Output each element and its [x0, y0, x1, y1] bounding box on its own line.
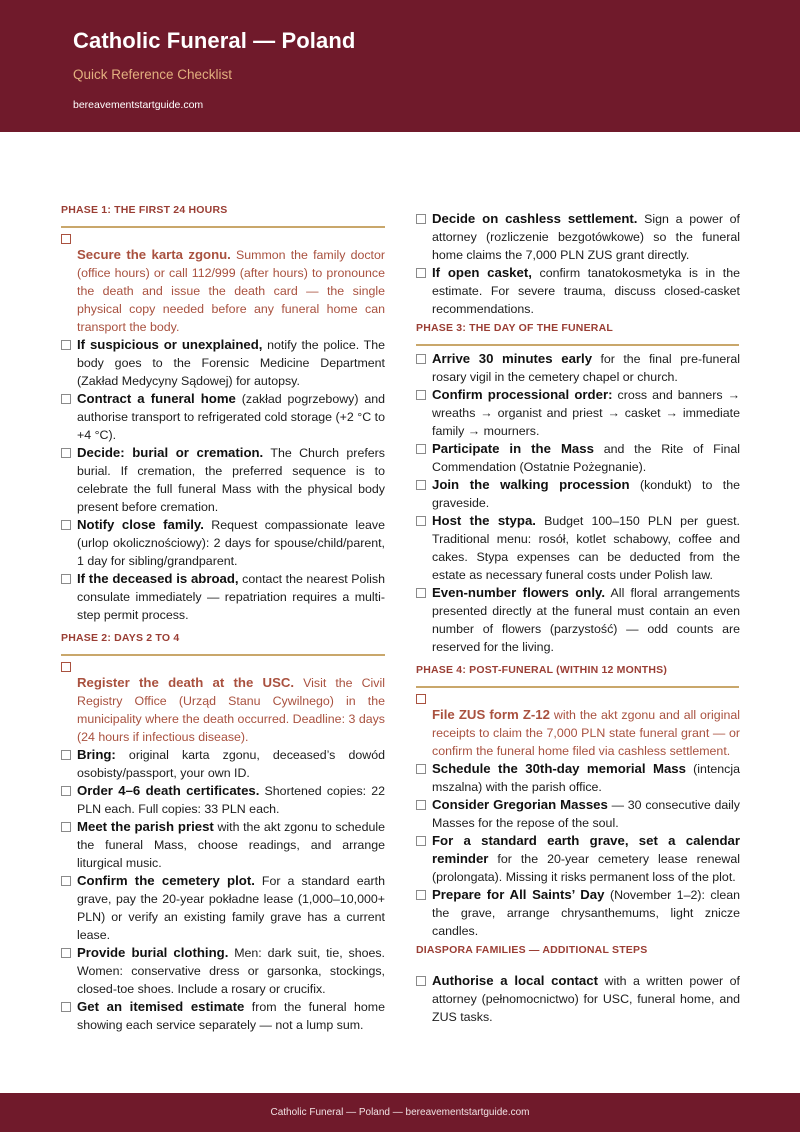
- checklist-item: Get an itemised estimate from the funeral home showing each service separately — not a lump sum.: [61, 998, 385, 1034]
- checkbox[interactable]: [416, 390, 426, 400]
- checkbox[interactable]: [416, 516, 426, 526]
- checklist-item: Secure the karta zgonu. Summon the family doctor (office hours) or call 112/999 (after hours) to pronounce the death and issue the death card — the single physical copy needed before any funeral home can transport the body.: [61, 234, 385, 336]
- checkbox[interactable]: [416, 588, 426, 598]
- checklist-item: If the deceased is abroad, contact the nearest Polish consulate immediately — repatriation requires a multi-step permit process.: [61, 570, 385, 624]
- checkbox[interactable]: [416, 480, 426, 490]
- checkbox[interactable]: [416, 268, 426, 278]
- checklist-item: Host the stypa. Budget 100–150 PLN per guest. Traditional menu: rosół, kotlet schabowy, coffee and cakes. Stypa expenses can be deducted from the estate as necessary funeral costs under Polish law.: [416, 512, 740, 584]
- checkbox[interactable]: [416, 354, 426, 364]
- checklist-item: Meet the parish priest with the akt zgonu to schedule the funeral Mass, choose readings, and arrange liturgical music.: [61, 818, 385, 872]
- checkbox[interactable]: [61, 1002, 71, 1012]
- divider: [416, 344, 739, 346]
- checklist-item: Order 4–6 death certificates. Shortened copies: 22 PLN each. Full copies: 33 PLN each.: [61, 782, 385, 818]
- checkbox[interactable]: [416, 444, 426, 454]
- checklist-item: Decide on cashless settlement. Sign a power of attorney (rozliczenie bezgotówkowe) so the funeral home claims the 7,000 PLN ZUS grant directly.: [416, 210, 740, 264]
- checklist-item: Join the walking procession (kondukt) to the graveside.: [416, 476, 740, 512]
- checklist-item: Arrive 30 minutes early for the final pre-funeral rosary vigil in the cemetery chapel or church.: [416, 350, 740, 386]
- checklist-item: If suspicious or unexplained, notify the police. The body goes to the Forensic Medicine Department (Zakład Medycyny Sądowej) for autopsy.: [61, 336, 385, 390]
- checklist-item: Confirm processional order: cross and banners → wreaths → organist and priest → casket → immediate family → mourners.: [416, 386, 740, 440]
- footer-text: Catholic Funeral — Poland — bereavementstartguide.com: [270, 1107, 530, 1118]
- checklist-item: Contract a funeral home (zakład pogrzebowy) and authorise transport to refrigerated cold storage (+2 °C to +4 °C).: [61, 390, 385, 444]
- checklist-item: Prepare for All Saints’ Day (November 1–2): clean the grave, arrange chrysanthemums, light znicze candles.: [416, 886, 740, 940]
- checklist-item: Register the death at the USC. Visit the Civil Registry Office (Urząd Stanu Cywilnego) in the municipality where the death occurred. Deadline: 3 days (24 hours if infectious disease).: [61, 662, 385, 746]
- checkbox[interactable]: [61, 234, 71, 244]
- checkbox[interactable]: [61, 394, 71, 404]
- page-title: Catholic Funeral — Poland: [73, 28, 356, 53]
- divider: [61, 654, 385, 656]
- checkbox[interactable]: [61, 786, 71, 796]
- checkbox[interactable]: [416, 764, 426, 774]
- checkbox[interactable]: [61, 520, 71, 530]
- left-column: [61, 204, 385, 1034]
- phase-4-heading: PHASE 4: POST-FUNERAL (WITHIN 12 MONTHS): [416, 664, 668, 676]
- checklist-item: Even-number flowers only. All floral arrangements presented directly at the funeral must contain an even number of flowers (parzystość) — odd counts are reserved for the living.: [416, 584, 740, 656]
- checklist-item: Provide burial clothing. Men: dark suit, tie, shoes. Women: conservative dress or garsonka, stockings, closed-toe shoes. Include a rosary or crucifix.: [61, 944, 385, 998]
- checkbox[interactable]: [61, 340, 71, 350]
- checkbox[interactable]: [416, 890, 426, 900]
- divider: [61, 226, 385, 228]
- checklist-item: File ZUS form Z-12 with the akt zgonu and all original receipts to claim the 7,000 PLN state funeral grant — or confirm the funeral home filed via cashless settlement.: [416, 694, 740, 760]
- page-subtitle: Quick Reference Checklist: [73, 67, 233, 82]
- checkbox[interactable]: [416, 976, 426, 986]
- checklist-item: Bring: original karta zgonu, deceased’s dowód osobisty/passport, your own ID.: [61, 746, 385, 782]
- checkbox[interactable]: [61, 876, 71, 886]
- checklist-item: Decide: burial or cremation. The Church prefers burial. If cremation, the preferred sequence is to celebrate the full funeral Mass with the physical body present before cremation.: [61, 444, 385, 516]
- checkbox[interactable]: [61, 448, 71, 458]
- checklist-item: Confirm the cemetery plot. For a standard earth grave, pay the 20-year pokładne lease (1,000–10,000+ PLN) or verify an existing family grave has a current lease.: [61, 872, 385, 944]
- divider: [416, 686, 739, 688]
- page-footer: [0, 1093, 800, 1132]
- checkbox[interactable]: [416, 694, 426, 704]
- checkbox[interactable]: [61, 574, 71, 584]
- right-column: [416, 210, 740, 1026]
- checkbox[interactable]: [61, 662, 71, 672]
- checklist-item: Schedule the 30th-day memorial Mass (intencja mszalna) with the parish office.: [416, 760, 740, 796]
- divider: [416, 966, 739, 968]
- site-url: bereavementstartguide.com: [73, 99, 204, 111]
- phase-2-heading: PHASE 2: DAYS 2 TO 4: [61, 632, 180, 644]
- page-header: [0, 0, 800, 132]
- checkbox[interactable]: [416, 800, 426, 810]
- checkbox[interactable]: [61, 948, 71, 958]
- checklist-item: If open casket, confirm tanatokosmetyka is in the estimate. For severe trauma, discuss closed-casket recommendations.: [416, 264, 740, 318]
- checklist-item: Notify close family. Request compassionate leave (urlop okolicznościowy): 2 days for spouse/child/parent, 1 day for sibling/grandparent.: [61, 516, 385, 570]
- checklist-item: Consider Gregorian Masses — 30 consecutive daily Masses for the repose of the soul.: [416, 796, 740, 832]
- checklist-item: For a standard earth grave, set a calendar reminder for the 20-year cemetery lease renewal (prolongata). Missing it risks permanent loss of the plot.: [416, 832, 740, 886]
- phase-1-heading: PHASE 1: THE FIRST 24 HOURS: [61, 204, 228, 216]
- checkbox[interactable]: [61, 822, 71, 832]
- checklist-item: Authorise a local contact with a written power of attorney (pełnomocnictwo) for USC, funeral home, and ZUS tasks.: [416, 972, 740, 1026]
- phase-3-heading: PHASE 3: THE DAY OF THE FUNERAL: [416, 322, 613, 334]
- checklist-item: Participate in the Mass and the Rite of Final Commendation (Ostatnie Pożegnanie).: [416, 440, 740, 476]
- checkbox[interactable]: [416, 214, 426, 224]
- checkbox[interactable]: [61, 750, 71, 760]
- checkbox[interactable]: [416, 836, 426, 846]
- diaspora-heading: DIASPORA FAMILIES — ADDITIONAL STEPS: [416, 944, 648, 956]
